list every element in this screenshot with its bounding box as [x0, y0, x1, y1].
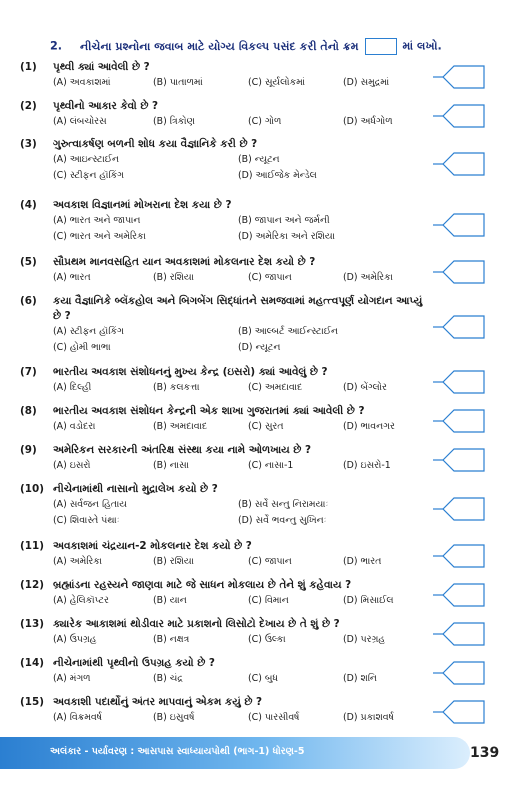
answer-field	[443, 153, 484, 175]
answer-box[interactable]	[432, 64, 486, 90]
answer-box[interactable]	[432, 314, 486, 340]
option-list	[53, 152, 430, 184]
section-heading	[50, 38, 520, 55]
answer-field	[443, 662, 484, 684]
answer-field	[443, 584, 484, 606]
question-row	[20, 482, 430, 497]
answer-field	[443, 545, 484, 567]
question-row	[20, 404, 430, 419]
option-b: (B) નાસા	[153, 460, 189, 471]
question-number: (13)	[20, 618, 44, 630]
option-d: (D) ઇસરો-1	[343, 460, 391, 471]
option-a: (A) વિક્રમવર્ષ	[53, 712, 102, 723]
question-text: કયા વૈજ્ઞાનિકે બ્લૅકહોલ અને બિગબેંગ સિદ્ધાંતને સમજવામાં મહત્ત્વપૂર્ણ યોગદાન આપ્યું છે ?	[53, 295, 423, 322]
question-row	[20, 99, 430, 114]
question-row	[20, 294, 430, 324]
question-row	[20, 656, 430, 671]
option-c: (C) હોમી ભાભા	[53, 342, 111, 353]
question-item	[20, 137, 430, 184]
question-row	[20, 539, 430, 554]
option-c: (C) વિમાન	[248, 595, 289, 606]
option-b: (B) નક્ષત્ર	[153, 634, 190, 645]
option-d: (D) ભારત	[343, 556, 382, 567]
option-d: (D) અમેરિકા	[343, 272, 393, 283]
answer-box[interactable]	[432, 543, 486, 569]
option-list	[53, 270, 430, 286]
answer-box[interactable]	[432, 582, 486, 608]
option-list	[53, 554, 430, 570]
option-list	[53, 497, 430, 529]
question-text: સૌપ્રથમ માનવસહિત યાન અવકાશમાં મોકલનાર દેશ કયો છે ?	[53, 256, 316, 268]
option-b: (B) રશિયા	[153, 272, 194, 283]
question-text: અવકાશમાં ચંદ્રયાન-2 મોકલનાર દેશ કયો છે ?	[53, 540, 252, 552]
question-text: બ્રહ્માંડના રહસ્યને જાણવા માટે જે સાધન મોકલાય છે તેને શું કહેવાય ?	[53, 579, 352, 591]
answer-field	[443, 449, 484, 471]
section-number: 2.	[50, 39, 63, 53]
option-d: (D) ભાવનગર	[343, 421, 395, 432]
option-b: (B) ચંદ્ર	[153, 673, 183, 684]
question-item	[20, 578, 430, 609]
question-number: (11)	[20, 540, 44, 552]
option-a: (A) આઇન્સ્ટાઈન	[53, 154, 119, 165]
option-a: (A) ઇસરો	[53, 460, 91, 471]
question-number: (7)	[20, 366, 37, 378]
option-a: (A) ભારત	[53, 272, 91, 283]
question-row	[20, 617, 430, 632]
question-number: (5)	[20, 256, 37, 268]
answer-field	[443, 66, 484, 88]
answer-box[interactable]	[432, 699, 486, 725]
answer-blank-example	[365, 38, 397, 55]
answer-field	[443, 316, 484, 338]
answer-box[interactable]	[432, 369, 486, 395]
option-b: (B) અમદાવાદ	[153, 421, 208, 432]
option-c: (C) સ્ટીફન હૉકિંગ	[53, 170, 124, 181]
question-number: (9)	[20, 444, 37, 456]
option-list	[53, 632, 430, 648]
option-b: (B) પાતાળમાં	[153, 77, 203, 88]
question-item	[20, 294, 430, 356]
question-number: (10)	[20, 483, 44, 495]
question-row	[20, 578, 430, 593]
question-number: (14)	[20, 657, 44, 669]
question-row	[20, 137, 430, 152]
option-b: (B) યાન	[153, 595, 187, 606]
option-d: (D) આઈજેક મેન્ડેલ	[238, 170, 317, 181]
option-d: (D) ન્યૂટન	[238, 342, 281, 353]
option-a: (A) દિલ્હી	[53, 382, 92, 393]
question-number: (1)	[20, 61, 37, 73]
option-list	[53, 419, 430, 435]
option-a: (A) લંબચોરસ	[53, 116, 107, 127]
option-a: (A) હેલિકૉપ્ટર	[53, 595, 109, 606]
question-row	[20, 60, 430, 75]
option-c: (C) સૂર્યલોકમાં	[248, 77, 306, 88]
option-c: (C) ભારત અને અમેરિકા	[53, 231, 146, 242]
question-item	[20, 617, 430, 648]
question-text: અવકાશી પદાર્થોનું અંતર માપવાનું એકમ કયું છે ?	[53, 696, 263, 708]
option-list	[53, 671, 430, 687]
footer-title: અલંકાર - પર્યાવરણ : આસપાસ સ્વાધ્યાયપોથી (ભાગ-1) ધોરણ-5	[50, 746, 305, 757]
question-item	[20, 255, 430, 286]
option-list	[53, 213, 430, 245]
option-list	[53, 380, 430, 396]
option-b: (B) ત્રિકોણ	[153, 116, 195, 127]
option-list	[53, 114, 430, 130]
question-row	[20, 695, 430, 710]
option-list	[53, 593, 430, 609]
question-row	[20, 443, 430, 458]
option-b: (B) આલ્બર્ટ આઈન્સ્ટાઈન	[238, 326, 338, 337]
option-d: (D) પરગ્રહ	[343, 634, 385, 645]
answer-box[interactable]	[432, 259, 486, 285]
question-text: પૃથ્વીનો આકાર કેવો છે ?	[53, 100, 159, 112]
option-b: (B) જાપાન અને જર્મની	[238, 215, 330, 226]
section-instruction-end: માં લખો.	[402, 39, 442, 53]
question-item	[20, 482, 430, 529]
question-text: અવકાશ વિજ્ઞાનમાં મોખરાના દેશ કયા છે ?	[53, 199, 232, 211]
answer-box[interactable]	[432, 408, 486, 434]
option-b: (B) રશિયા	[153, 556, 194, 567]
option-c: (C) જાપાન	[248, 272, 292, 283]
option-c: (C) બુધ	[248, 673, 278, 684]
answer-field	[443, 261, 484, 283]
option-c: (C) અમદાવાદ	[248, 382, 303, 393]
answer-box[interactable]	[432, 660, 486, 686]
answer-field	[443, 701, 484, 723]
question-row	[20, 255, 430, 270]
section-instruction: નીચેના પ્રશ્નોના જવાબ માટે યોગ્ય વિકલ્પ પસંદ કરી તેનો ક્રમ	[79, 39, 359, 53]
option-list	[53, 75, 430, 91]
question-number: (8)	[20, 405, 37, 417]
answer-field	[443, 410, 484, 432]
question-number: (3)	[20, 138, 37, 150]
option-d: (D) બેંગ્લોર	[343, 382, 387, 393]
question-item	[20, 60, 430, 91]
option-a: (A) વડોદરા	[53, 421, 96, 432]
answer-field	[443, 623, 484, 645]
option-c: (C) શિવાસ્તે પંથાઃ	[53, 515, 120, 526]
question-number: (12)	[20, 579, 44, 591]
answer-field	[443, 214, 484, 236]
option-d: (D) સમુદ્રમાં	[343, 77, 390, 88]
answer-field	[443, 498, 484, 520]
option-a: (A) ઉપગ્રહ	[53, 634, 97, 645]
question-text: નીચેનામાંથી પૃથ્વીનો ઉપગ્રહ કયો છે ?	[53, 657, 215, 669]
option-list	[53, 710, 430, 726]
option-list	[53, 458, 430, 474]
question-number: (4)	[20, 199, 37, 211]
option-a: (A) મંગળ	[53, 673, 91, 684]
question-item	[20, 656, 430, 687]
answer-box[interactable]	[432, 151, 486, 177]
option-d: (D) પ્રકાશવર્ષ	[343, 712, 394, 723]
question-row	[20, 365, 430, 380]
question-item	[20, 443, 430, 474]
option-b: (B) ન્યૂટન	[238, 154, 280, 165]
page-number: 139	[470, 745, 500, 761]
answer-box[interactable]	[432, 621, 486, 647]
option-c: (C) પારસીવર્ષ	[248, 712, 300, 723]
option-b: (B) સર્વે સન્તુ નિરામયાઃ	[238, 499, 329, 510]
option-a: (A) ભારત અને જાપાન	[53, 215, 141, 226]
question-item	[20, 695, 430, 726]
question-number: (15)	[20, 696, 44, 708]
option-d: (D) મિસાઈલ	[343, 595, 394, 606]
question-text: પૃથ્વી ક્યાં આવેલી છે ?	[53, 61, 150, 73]
question-text: ક્યારેક આકાશમાં થોડીવાર માટે પ્રકાશનો લિસોટો દેખાય છે તે શું છે ?	[53, 618, 340, 630]
question-text: નીચેનામાંથી નાસાનો મુદ્રાલેખ કયો છે ?	[53, 483, 218, 495]
question-text: ભારતીય અવકાશ સંશોધનનું મુખ્ય કેન્દ્ર (ઇસરો) ક્યાં આવેલું છે ?	[53, 366, 328, 378]
question-item	[20, 404, 430, 435]
option-a: (A) સ્ટીફન હૉકિંગ	[53, 326, 124, 337]
option-d: (D) અર્ધગોળ	[343, 116, 393, 127]
option-c: (C) ઉલ્કા	[248, 634, 286, 645]
question-text: ગુરુત્વાકર્ષણ બળની શોધ કયા વૈજ્ઞાનિકે કરી છે ?	[53, 138, 258, 150]
footer-band	[0, 737, 470, 769]
option-c: (C) ગોળ	[248, 116, 282, 127]
option-b: (B) કલકત્તા	[153, 382, 200, 393]
option-c: (C) જાપાન	[248, 556, 292, 567]
option-c: (C) સુરત	[248, 421, 284, 432]
option-b: (B) ઇસુવર્ષ	[153, 712, 195, 723]
answer-field	[443, 105, 484, 127]
option-d: (D) સર્વે ભવન્તુ સુખિનઃ	[238, 515, 327, 526]
option-a: (A) અવકાશમાં	[53, 77, 111, 88]
option-a: (A) સર્વજન હિતાય	[53, 499, 127, 510]
option-d: (D) શનિ	[343, 673, 377, 684]
question-item	[20, 365, 430, 396]
question-row	[20, 198, 430, 213]
option-c: (C) નાસા-1	[248, 460, 294, 471]
option-a: (A) અમેરિકા	[53, 556, 103, 567]
option-list	[53, 324, 430, 356]
option-d: (D) અમેરિકા અને રશિયા	[238, 231, 335, 242]
answer-field	[443, 371, 484, 393]
question-text: અમેરિકન સરકારની અંતરિક્ષ સંસ્થા કયા નામે ઓળખાય છે ?	[53, 444, 311, 456]
question-number: (6)	[20, 295, 37, 307]
answer-box[interactable]	[432, 496, 486, 522]
question-text: ભારતીય અવકાશ સંશોધન કેન્દ્રની એક શાખા ગુજરાતમાં ક્યાં આવેલી છે ?	[53, 405, 365, 417]
answer-box[interactable]	[432, 103, 486, 129]
question-item	[20, 99, 430, 130]
answer-box[interactable]	[432, 212, 486, 238]
question-number: (2)	[20, 100, 37, 112]
question-item	[20, 198, 430, 245]
answer-box[interactable]	[432, 447, 486, 473]
question-item	[20, 539, 430, 570]
